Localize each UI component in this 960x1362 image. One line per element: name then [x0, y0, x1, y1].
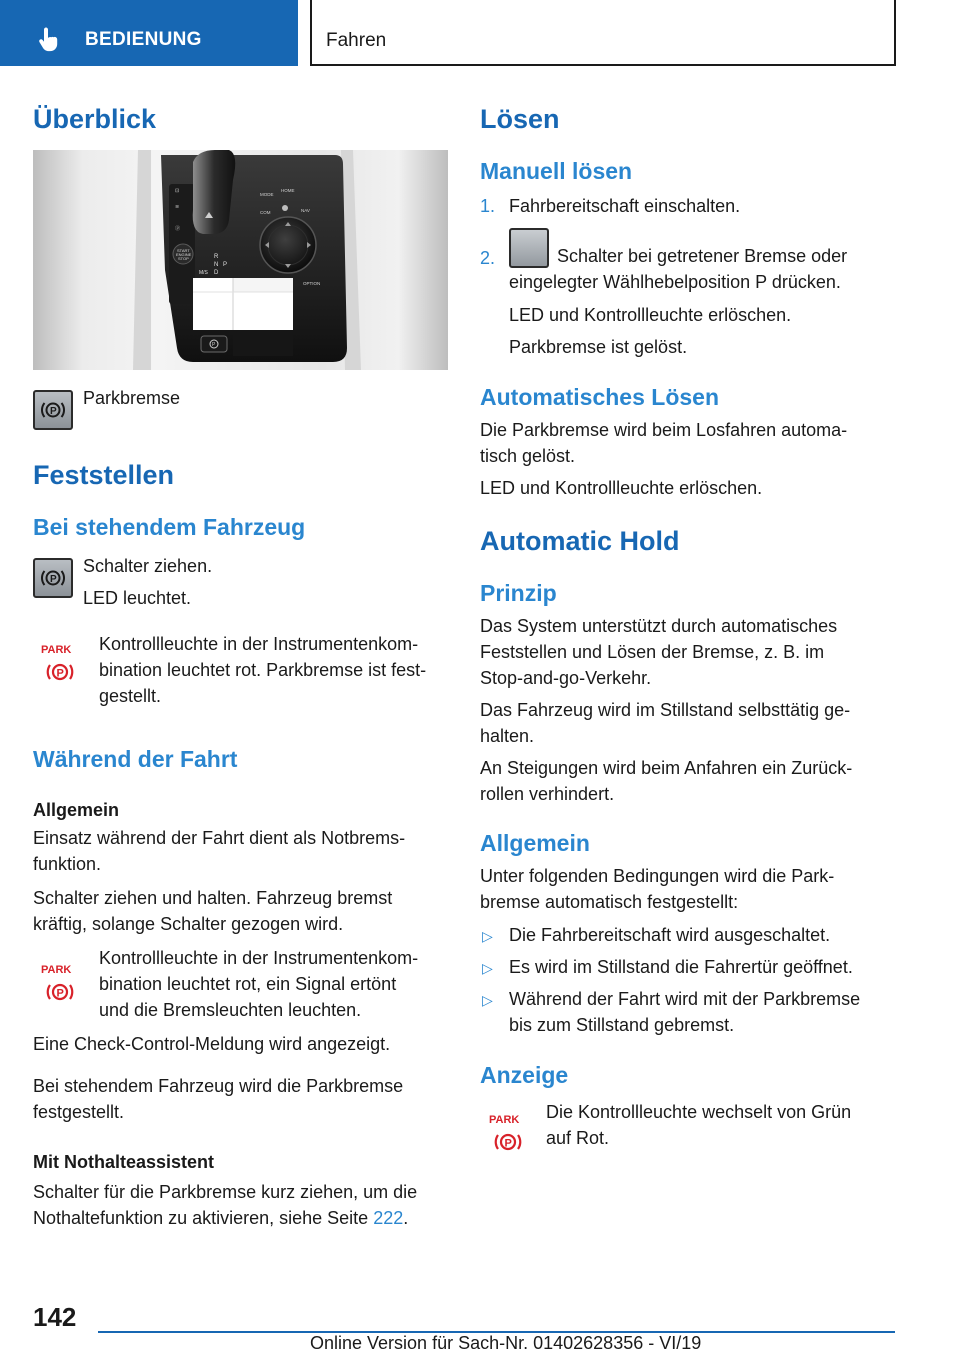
svg-text:MODE: MODE [260, 192, 274, 197]
page-number: 142 [33, 1302, 77, 1332]
step-2-text-line-2: eingelegter Wählhebelposition P drücken. [509, 272, 841, 292]
svg-text:START: START [177, 248, 190, 253]
lock-heading: Feststellen [33, 460, 175, 490]
general-text-line-1: Einsatz während der Fahrt dient als Notbrems- [33, 828, 406, 848]
svg-text:STOP: STOP [178, 256, 189, 261]
auto-release-line-2: tisch gelöst. [480, 446, 576, 466]
parking-brake-switch-icon [33, 558, 73, 598]
release-heading: Lösen [480, 104, 560, 134]
svg-text:P: P [50, 406, 57, 417]
standstill-line-1: Das Fahrzeug wird im Stillstand selbsttätig ge- [480, 700, 851, 720]
step-2-text-line-1: Schalter bei getretener Bremse oder [557, 246, 848, 266]
park-note-1-line-2: bination leuchtet rot. Parkbremse ist fest- [99, 660, 427, 680]
svg-text:P: P [50, 574, 57, 585]
auto-release-led-text: LED und Kontrollleuchte erlöschen. [480, 478, 763, 498]
stationary-step-1: Schalter ziehen. [83, 556, 213, 576]
section-tab-label: BEDIENUNG [85, 29, 202, 50]
bullet-marker: ▷ [482, 960, 493, 976]
park-warning-icon [486, 1112, 530, 1156]
svg-text:PARK: PARK [489, 1114, 520, 1126]
auto-release-heading: Automatisches Lösen [480, 384, 719, 410]
emergency-subheading: Mit Nothalteassistent [33, 1152, 215, 1172]
general-subheading: Allgemein [33, 800, 120, 820]
svg-text:⊡: ⊡ [175, 188, 180, 194]
step-2-released-text: Parkbremse ist gelöst. [509, 337, 688, 357]
section-tab[interactable] [0, 0, 298, 66]
pull-text-line-1: Schalter ziehen und halten. Fahrzeug bremst [33, 888, 393, 908]
step-2-number: 2. [480, 248, 496, 268]
park-note-2-line-3: und die Bremsleuchten leuchten. [99, 1000, 362, 1020]
step-1-text: Fahrbereitschaft einschalten. [509, 196, 741, 216]
svg-text:M/S: M/S [199, 270, 208, 276]
svg-text:HOME: HOME [281, 188, 295, 193]
driving-heading: Während der Fahrt [33, 746, 238, 772]
svg-text:OPTION: OPTION [303, 281, 321, 286]
emergency-text-line-2: Nothaltefunktion zu aktivieren, siehe Seite 222. [33, 1208, 409, 1228]
svg-text:PARK: PARK [41, 644, 72, 656]
display-heading: Anzeige [480, 1062, 569, 1088]
park-note-1-line-1: Kontrollleuchte in der Instrumentenkom- [99, 634, 419, 654]
automatic-hold-heading: Automatic Hold [480, 526, 680, 556]
svg-text:R: R [214, 254, 219, 260]
hand-pointer-icon [38, 26, 62, 52]
bullet-item-3-line-2: bis zum Stillstand gebremst. [509, 1015, 735, 1035]
principle-line-1: Das System unterstützt durch automatisches [480, 616, 838, 636]
park-warning-icon [38, 962, 82, 1006]
svg-text:ⓟ: ⓟ [175, 226, 181, 232]
overview-heading: Überblick [33, 104, 157, 134]
parking-brake-switch-icon [509, 228, 549, 268]
svg-text:ENGINE: ENGINE [176, 252, 192, 257]
svg-text:P: P [56, 987, 64, 1000]
step-1-number: 1. [480, 196, 496, 216]
stationary-step-2: LED leuchtet. [83, 588, 192, 608]
general-heading-right: Allgemein [480, 830, 590, 856]
stationary-lock-line-2: festgestellt. [33, 1102, 125, 1122]
page-reference-link[interactable]: 222 [373, 1208, 404, 1228]
svg-text:COM: COM [260, 210, 271, 215]
principle-line-3: Stop-and-go-Verkehr. [480, 668, 652, 688]
parking-brake-photo [33, 150, 448, 370]
center-console-illustration [33, 150, 448, 370]
stationary-lock-line-1: Bei stehendem Fahrzeug wird die Parkbremse [33, 1076, 404, 1096]
display-text-line-2: auf Rot. [546, 1128, 610, 1148]
emergency-text-line-1: Schalter für die Parkbremse kurz ziehen, um die [33, 1182, 418, 1202]
general-right-line-2: bremse automatisch festgestellt: [480, 892, 739, 912]
pull-text-line-2: kräftig, solange Schalter gezogen wird. [33, 914, 344, 934]
svg-text:≋: ≋ [175, 204, 180, 210]
slope-line-2: rollen verhindert. [480, 784, 615, 804]
svg-text:P: P [56, 667, 64, 680]
park-note-1-line-3: gestellt. [99, 686, 162, 706]
auto-release-line-1: Die Parkbremse wird beim Losfahren automa- [480, 420, 848, 440]
slope-line-1: An Steigungen wird beim Anfahren ein Zurück- [480, 758, 853, 778]
svg-text:PARK: PARK [41, 964, 72, 976]
bullet-item-2: Es wird im Stillstand die Fahrertür geöffnet. [509, 957, 853, 977]
chapter-title: Fahren [326, 30, 387, 51]
parking-brake-switch-icon [33, 390, 73, 430]
svg-text:P: P [223, 262, 228, 268]
step-2-led-text: LED und Kontrollleuchte erlöschen. [509, 305, 792, 325]
park-note-2-line-2: bination leuchtet rot, ein Signal ertönt [99, 974, 397, 994]
general-text-line-2: funktion. [33, 854, 102, 874]
chapter-header [310, 0, 896, 66]
manual-release-heading: Manuell lösen [480, 158, 633, 184]
principle-line-2: Feststellen und Lösen der Bremse, z. B. im [480, 642, 825, 662]
stationary-heading: Bei stehendem Fahrzeug [33, 514, 306, 540]
svg-text:P: P [504, 1137, 512, 1150]
display-text-line-1: Die Kontrollleuchte wechselt von Grün [546, 1102, 852, 1122]
principle-heading: Prinzip [480, 580, 557, 606]
check-control-message: Eine Check-Control-Meldung wird angezeigt. [33, 1034, 391, 1054]
bullet-marker: ▷ [482, 992, 493, 1008]
svg-text:N: N [214, 262, 219, 268]
svg-text:D: D [214, 270, 219, 276]
standstill-line-2: halten. [480, 726, 535, 746]
bullet-marker: ▷ [482, 928, 493, 944]
general-right-line-1: Unter folgenden Bedingungen wird die Park- [480, 866, 835, 886]
bullet-item-3-line-1: Während der Fahrt wird mit der Parkbremse [509, 989, 861, 1009]
photo-caption: Parkbremse [83, 388, 181, 408]
svg-text:NAV: NAV [301, 208, 310, 213]
online-version-text: Online Version für Sach-Nr. 01402628356 - VI/19 [310, 1333, 702, 1353]
park-warning-icon [38, 642, 82, 686]
svg-text:P: P [212, 342, 216, 348]
bullet-item-1: Die Fahrbereitschaft wird ausgeschaltet. [509, 925, 831, 945]
park-note-2-line-1: Kontrollleuchte in der Instrumentenkom- [99, 948, 419, 968]
